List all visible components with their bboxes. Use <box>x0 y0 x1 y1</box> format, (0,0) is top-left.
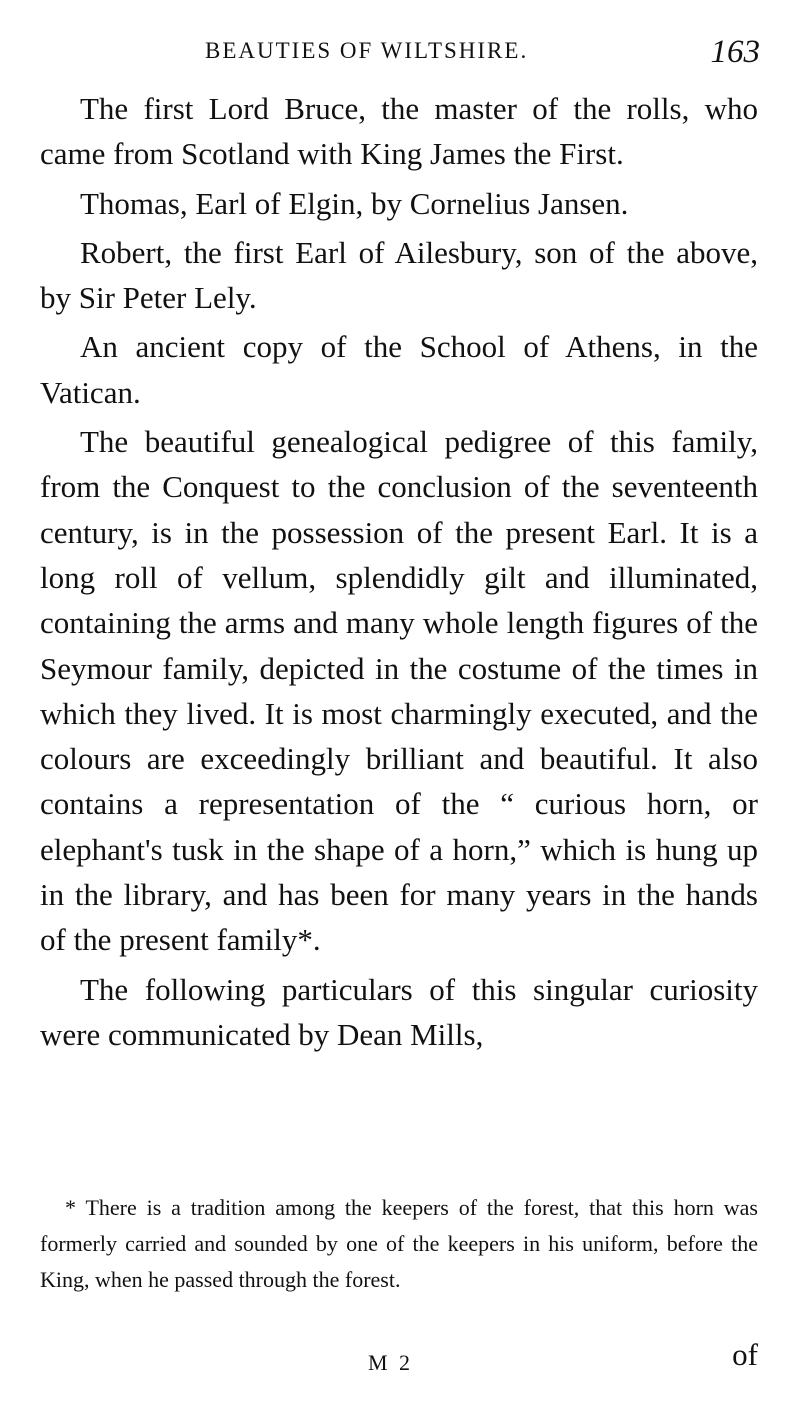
page-number: 163 <box>710 34 760 70</box>
paragraph-earl-of-elgin: Thomas, Earl of Elgin, by Cornelius Jansen. <box>80 185 629 221</box>
footnote <box>40 1190 758 1298</box>
running-title: BEAUTIES OF WILTSHIRE. <box>205 38 529 63</box>
paragraph-earl-of-ailesbury: Robert, the first Earl of Ailesbury, son of the above, by Sir Peter Lely. <box>40 234 758 316</box>
paragraph-genealogical-pedigree: The beautiful genealogical pedigree of this family, from the Conquest to the conclusion of the seventeenth century, is in the possession of the present Earl. It is a long roll of vellum, splendidly gilt and illuminated, containing the arms and many whole length figures of the Seymour family, depicted in the costume of the times in which they lived. It is most charmingly executed, and the colours are exceedingly brilliant and beautiful. It also contains a representation of the “ curious horn, or elephant's tusk in the shape of a horn,” which is hung up in the library, and has been for many years in the hands of the present family*. <box>40 424 758 958</box>
paragraph-lord-bruce: The first Lord Bruce, the master of the rolls, who came from Scotland with King James the First. <box>40 91 758 172</box>
catchword: of <box>732 1337 758 1372</box>
running-head <box>0 34 800 74</box>
paragraph-following-particulars: The following particulars of this singular curiosity were communicated by Dean Mills, <box>40 971 758 1052</box>
paragraph-school-of-athens: An ancient copy of the School of Athens, in the Vatican. <box>40 329 758 410</box>
footnote-text: * There is a tradition among the keepers of the forest, that this horn was formerly carried and sounded by one of the keepers in his uniform, before the King, when he passed through the forest. <box>40 1195 758 1292</box>
body-text <box>40 86 758 1061</box>
signature-mark: M 2 <box>368 1350 414 1375</box>
